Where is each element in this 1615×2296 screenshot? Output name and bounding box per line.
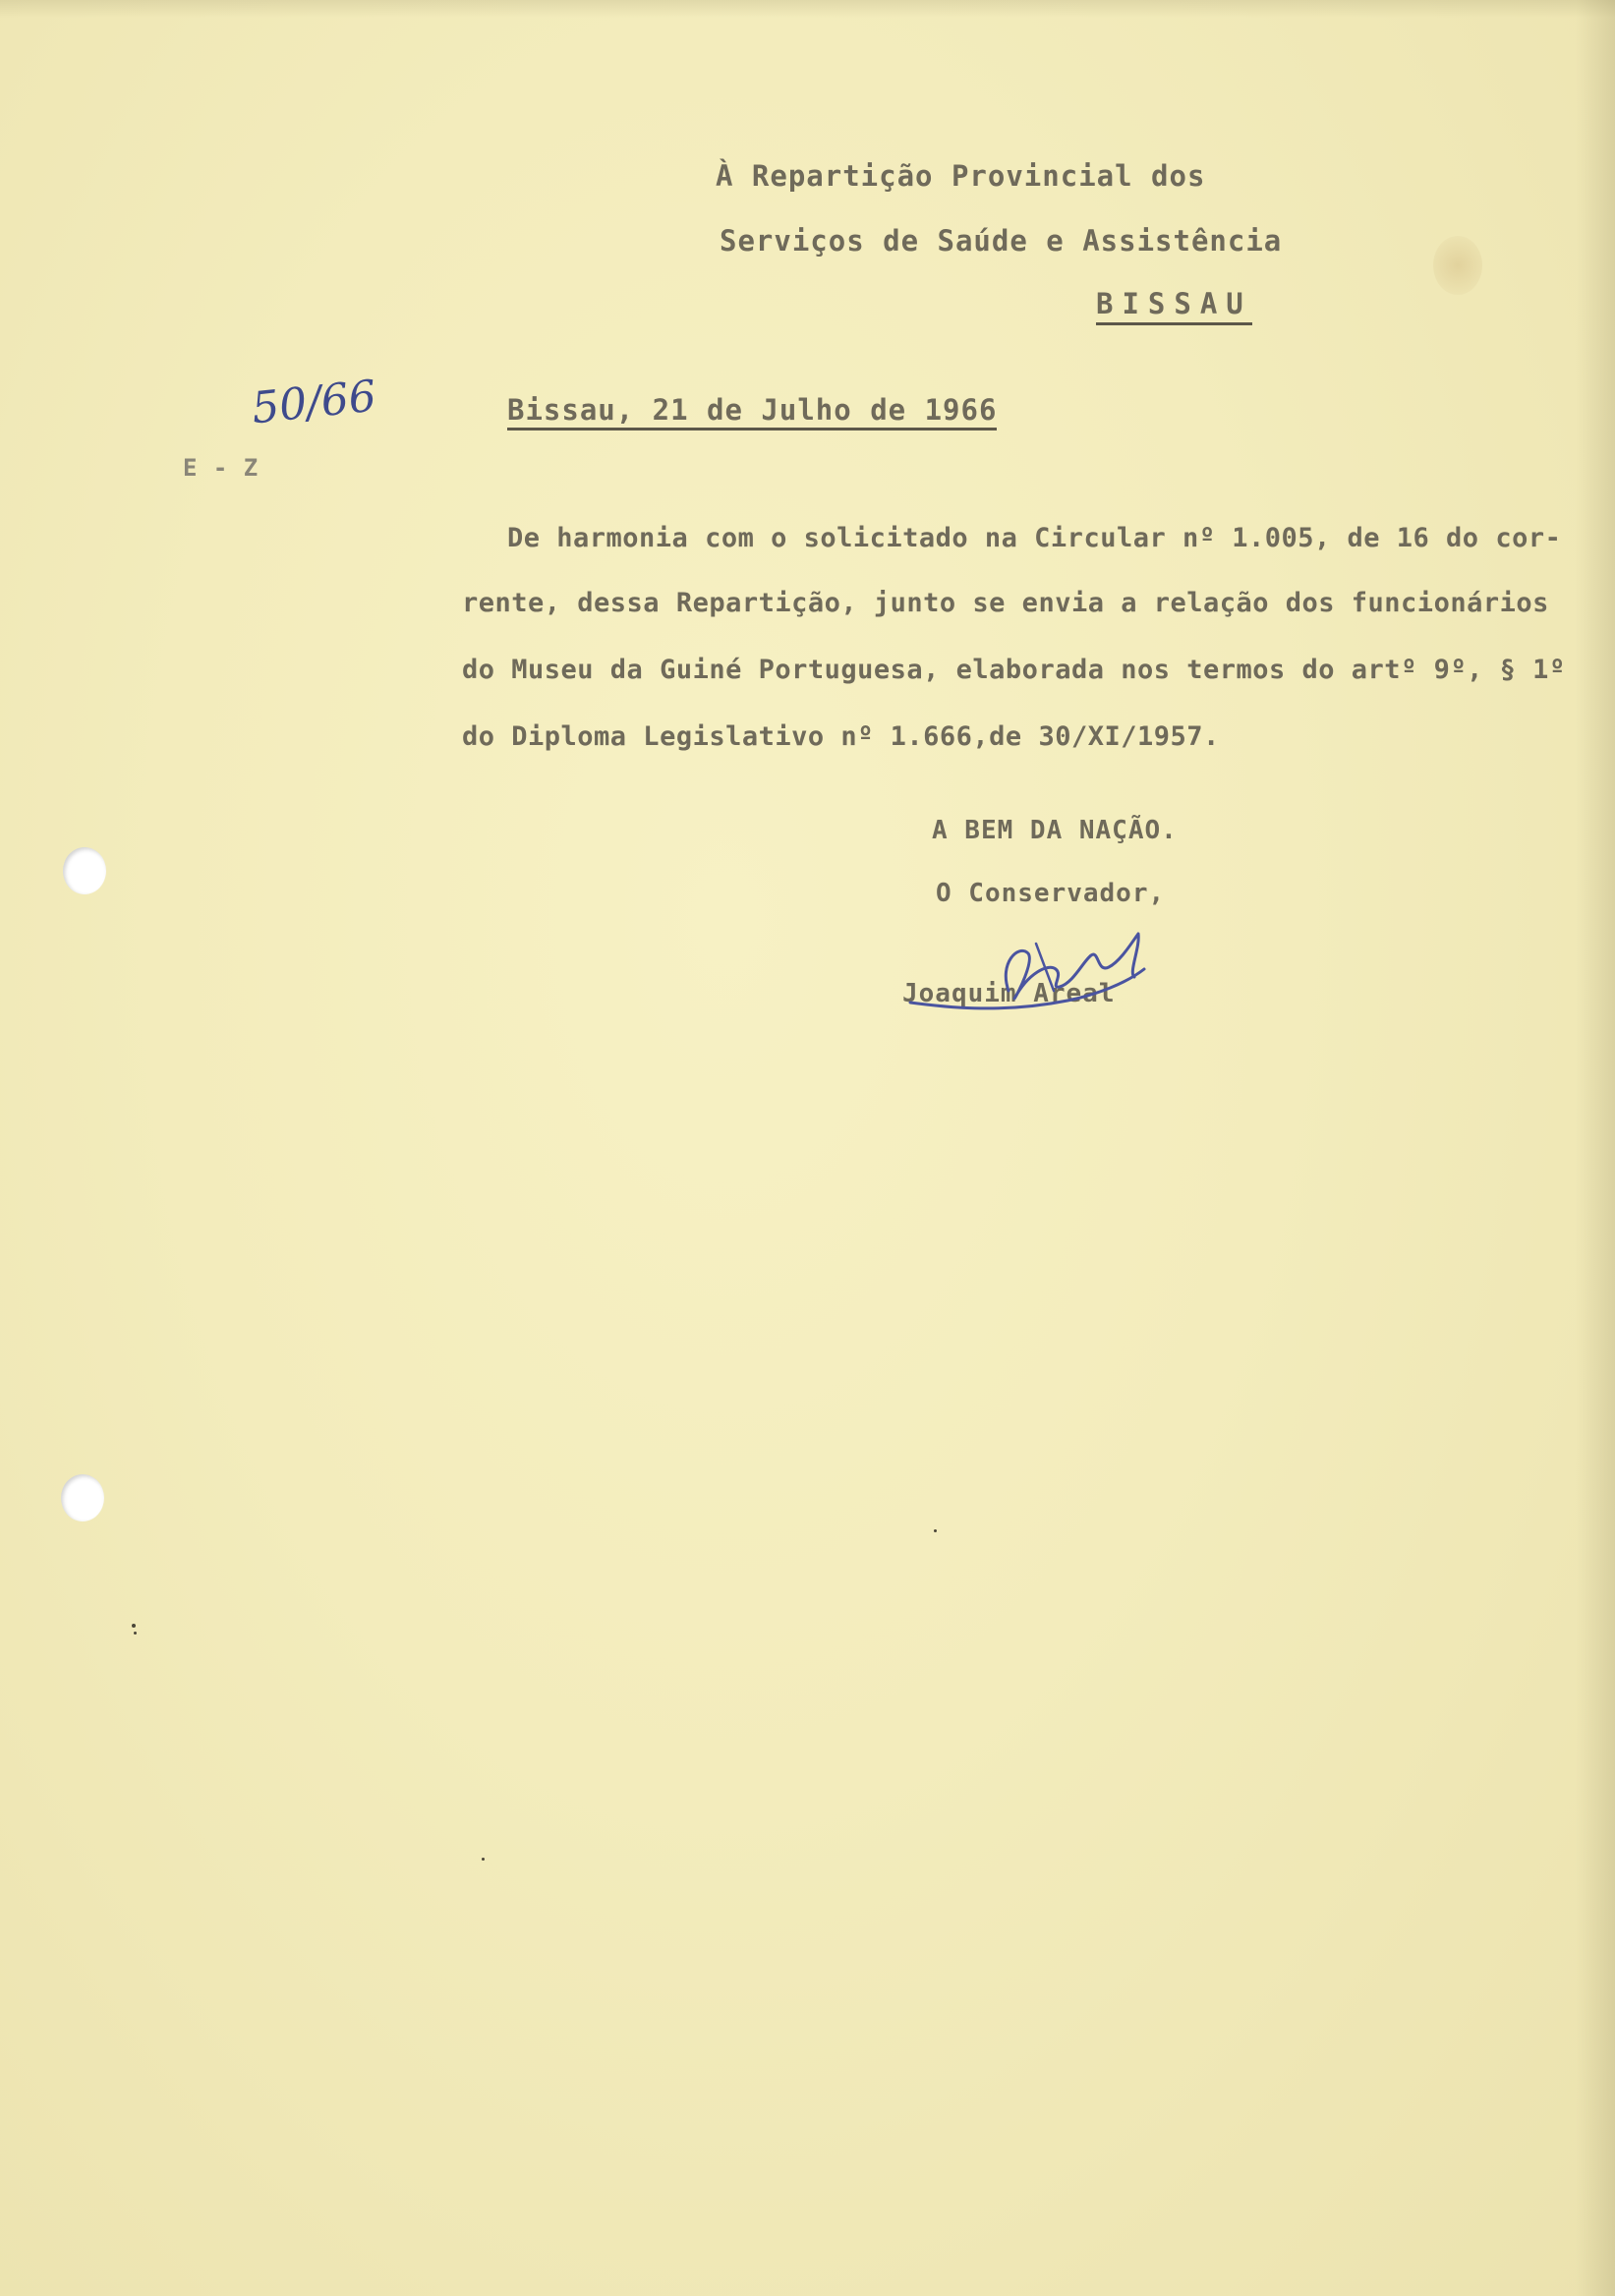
ink-speck	[934, 1529, 937, 1532]
ink-speck	[482, 1858, 485, 1861]
punch-hole-lower	[61, 1474, 104, 1521]
addressee-city: BISSAU	[1096, 287, 1252, 325]
body-line-3: do Museu da Guiné Portuguesa, elaborada nos termos do artº 9º, § 1º	[462, 655, 1566, 685]
addressee-line-2: Serviços de Saúde e Assistência	[720, 224, 1283, 258]
handwritten-signature	[881, 904, 1176, 1022]
signer-name: Joaquim Areal	[902, 979, 1116, 1008]
ink-speck	[134, 1632, 137, 1635]
date-line: Bissau, 21 de Julho de 1966	[507, 393, 997, 430]
reference-code: E - Z	[183, 454, 260, 482]
body-line-1: De harmonia com o solicitado na Circular nº 1.005, de 16 do cor-	[507, 523, 1562, 553]
closing-salutation: A BEM DA NAÇÃO.	[932, 816, 1178, 845]
body-line-2: rente, dessa Repartição, junto se envia a relação dos funcionários	[462, 588, 1549, 618]
ink-speck	[132, 1624, 136, 1628]
paper-top-edge	[0, 0, 1615, 18]
closing-title: O Conservador,	[936, 879, 1166, 908]
paper-right-edge	[1576, 0, 1615, 2296]
paper-stain	[1433, 236, 1482, 295]
punch-hole-upper	[63, 847, 106, 894]
addressee-line-1: À Repartição Provincial dos	[716, 159, 1206, 193]
body-line-4: do Diploma Legislativo nº 1.666,de 30/XI/1957.	[462, 721, 1220, 752]
handwritten-file-number: 50/66	[249, 371, 379, 434]
